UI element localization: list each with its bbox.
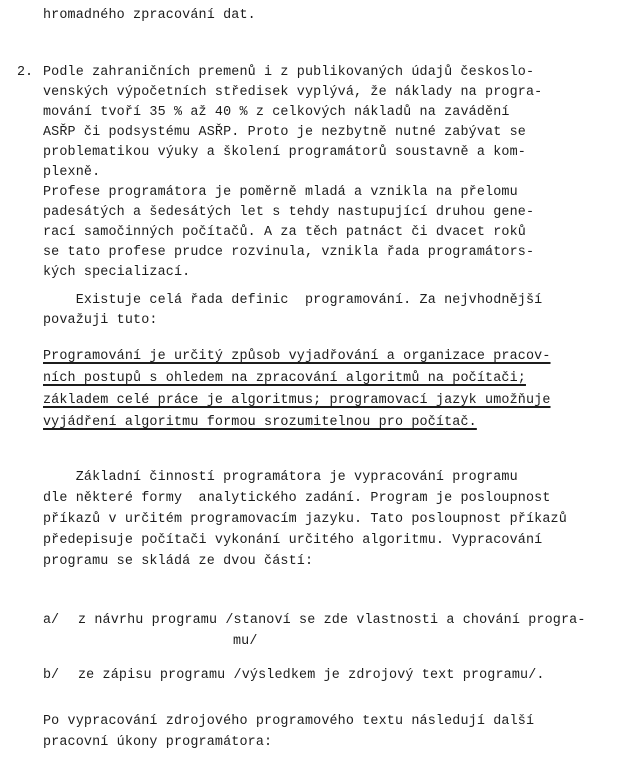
paragraph-line-4: předepisuje počítači vykonání určitého algoritmu. Vypracování xyxy=(43,533,543,548)
closing-line-1: Po vypracování zdrojového programového textu následují další xyxy=(43,714,535,729)
item2-line-4: ASŘP či podsystému ASŘP. Proto je nezbytně nutné zabývat se xyxy=(43,125,526,140)
closing-line-2: pracovní úkony programátora: xyxy=(43,735,273,750)
paragraph-line-5: programu se skládá ze dvou částí: xyxy=(43,554,314,569)
list-item-a-line-1: z návrhu programu /stanoví se zde vlastnosti a chování progra- xyxy=(78,613,586,628)
paragraph-line-3: příkazů v určitém programovacím jazyku. Tato posloupnost příkazů xyxy=(43,512,567,527)
item2-line-9: rací samočinných počítačů. A za těch patnáct či dvacet roků xyxy=(43,225,526,240)
item2-line-8: padesátých a šedesátých let s tehdy nastupující druhou gene- xyxy=(43,205,535,220)
item2-line-10: se tato profese prudce rozvinula, vznikla řada programátors- xyxy=(43,245,535,260)
definition-line-3: základem celé práce je algoritmus; programovací jazyk umožňuje xyxy=(43,393,551,408)
definition-line-2: ních postupů s ohledem na zpracování algoritmů na počítači; xyxy=(43,371,526,386)
paragraph-line-2: dle některé formy analytického zadání. Program je posloupnost xyxy=(43,491,551,506)
top-line: hromadného zpracování dat. xyxy=(43,8,256,23)
item2-line-12: Existuje celá řada definic programování. Za nejvhodnější xyxy=(43,293,543,308)
paragraph-line-1: Základní činností programátora je vypracování programu xyxy=(43,470,518,485)
item2-line-13: považuji tuto: xyxy=(43,313,158,328)
item2-line-6: plexně. xyxy=(43,165,101,180)
item-number: 2. xyxy=(17,65,34,80)
list-item-b-line-1: ze zápisu programu /výsledkem je zdrojový text programu/. xyxy=(78,668,545,683)
item2-line-1: Podle zahraničních premenů i z publikovaných údajů českoslo- xyxy=(43,65,535,80)
item2-line-2: venských výpočetních středisek vyplývá, že náklady na progra- xyxy=(43,85,543,100)
item2-line-5: problematikou výuky a školení programátorů soustavně a kom- xyxy=(43,145,526,160)
item2-line-7: Profese programátora je poměrně mladá a vznikla na přelomu xyxy=(43,185,518,200)
item2-line-3: mování tvoří 35 % až 40 % z celkových nákladů na zavádění xyxy=(43,105,510,120)
item2-line-11: kých specializací. xyxy=(43,265,191,280)
list-item-a-line-2: mu/ xyxy=(233,634,258,649)
list-marker-a: a/ xyxy=(43,613,60,628)
definition-line-1: Programování je určitý způsob vyjadřování a organizace pracov- xyxy=(43,349,551,364)
list-marker-b: b/ xyxy=(43,668,60,683)
definition-line-4: vyjádření algoritmu formou srozumitelnou pro počítač. xyxy=(43,415,477,430)
